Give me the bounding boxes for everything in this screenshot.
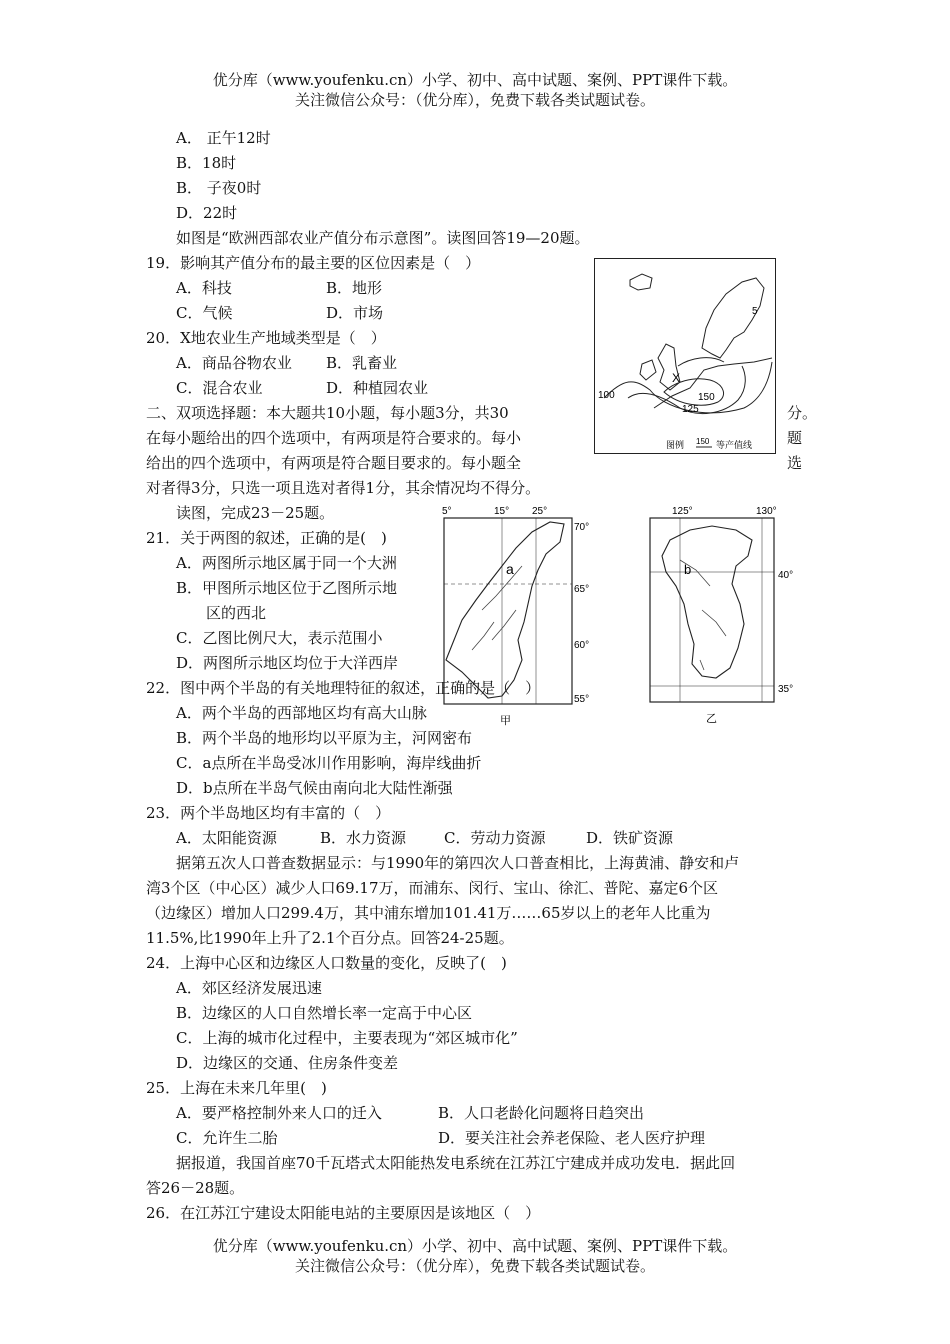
q23-option-a: A．太阳能资源 xyxy=(176,829,277,847)
q23-option-b: B．水力资源 xyxy=(320,829,407,847)
q25-option-c: C．允许生二胎 xyxy=(176,1129,278,1147)
section2-line1: 二、双项选择题：本大题共10小题，每小题3分，共30 xyxy=(146,404,509,422)
map-label-5: 5 xyxy=(752,306,758,317)
map-yi-point-b: b xyxy=(684,562,692,577)
q20-option-b: B．乳畜业 xyxy=(326,354,398,372)
footer-line-1: 优分库（www.youfenku.cn）小学、初中、高中试题、案例、PPT课件下载。 xyxy=(212,1237,738,1255)
map-label-150: 150 xyxy=(698,392,715,403)
svg-text:5°: 5° xyxy=(442,506,452,517)
q24-option-c: C．上海的城市化过程中，主要表现为“郊区城市化” xyxy=(176,1029,518,1047)
map-legend-value: 150 xyxy=(696,437,710,446)
map-jia-point-a: a xyxy=(506,561,514,577)
passage-24-25-line1: 据第五次人口普查数据显示：与1990年的第四次人口普查相比，上海黄浦、静安和卢 xyxy=(176,854,740,872)
passage-26-28-line2: 答26－28题。 xyxy=(146,1179,245,1197)
q20-option-d: D．种植园农业 xyxy=(326,379,429,397)
q21-stem: 21．关于两图的叙述，正确的是( ) xyxy=(146,529,387,547)
q18-option-b2: B． 子夜0时 xyxy=(176,179,262,197)
q26-stem: 26．在江苏江宁建设太阳能电站的主要原因是该地区（ ） xyxy=(146,1204,541,1222)
q20-option-c: C．混合农业 xyxy=(176,379,263,397)
q20-stem: 20．X地农业生产地域类型是（ ） xyxy=(146,329,386,347)
section2-line3: 给出的四个选项中，有两项是符合题目要求的。每小题全 xyxy=(146,454,522,472)
q23-option-c: C．劳动力资源 xyxy=(444,829,546,847)
q24-option-b: B．边缘区的人口自然增长率一定高于中心区 xyxy=(176,1004,473,1022)
svg-text:125°: 125° xyxy=(672,506,693,517)
q20-option-a: A．商品谷物农业 xyxy=(176,354,292,372)
q24-stem: 24．上海中心区和边缘区人口数量的变化，反映了( ) xyxy=(146,954,507,972)
svg-text:15°: 15° xyxy=(494,506,510,517)
map-label-100: 100 xyxy=(598,390,615,401)
header-line-1: 优分库（www.youfenku.cn）小学、初中、高中试题、案例、PPT课件下载。 xyxy=(212,71,738,89)
q19-option-b: B．地形 xyxy=(326,279,383,297)
q19-option-c: C．气候 xyxy=(176,304,233,322)
q25-option-b: B．人口老龄化问题将日趋突出 xyxy=(438,1104,645,1122)
map-jia-caption: 甲 xyxy=(500,715,511,727)
q22-option-d: D．b点所在半岛气候由南向北大陆性渐强 xyxy=(176,779,453,797)
passage-24-25-line3: （边缘区）增加人口299.4万，其中浦东增加101.41万……65岁以上的老年人比重为 xyxy=(146,904,711,922)
q19-option-d: D．市场 xyxy=(326,304,384,322)
q21-option-c: C．乙图比例尺大，表示范围小 xyxy=(176,629,383,647)
map-yi-caption: 乙 xyxy=(706,713,717,725)
svg-text:55°: 55° xyxy=(574,694,590,705)
q21-option-b-cont: 区的西北 xyxy=(206,604,267,622)
q23-option-d: D．铁矿资源 xyxy=(586,829,674,847)
svg-text:60°: 60° xyxy=(574,640,590,651)
section2-line1-right: 分。 xyxy=(787,404,818,422)
q25-option-a: A．要严格控制外来人口的迁入 xyxy=(176,1104,382,1122)
section2-line5: 读图，完成23－25题。 xyxy=(176,504,335,522)
q21-option-a: A．两图所示地区属于同一个大洲 xyxy=(176,554,397,572)
svg-text:35°: 35° xyxy=(778,684,794,695)
map-yi xyxy=(640,500,810,732)
passage-24-25-line4: 11.5%,比1990年上升了2.1个百分点。回答24-25题。 xyxy=(146,929,514,947)
q18-option-d: D．22时 xyxy=(176,204,238,222)
section2-line2-right: 题 xyxy=(787,429,803,447)
svg-text:70°: 70° xyxy=(574,522,590,533)
q22-stem: 22．图中两个半岛的有关地理特征的叙述，正确的是（ ） xyxy=(146,679,541,697)
svg-text:25°: 25° xyxy=(532,506,548,517)
footer-line-2: 关注微信公众号：（优分库），免费下载各类试题试卷。 xyxy=(294,1257,655,1275)
map-label-125: 125 xyxy=(682,404,699,415)
passage-26-28-line1: 据报道，我国首座70千瓦塔式太阳能热发电系统在江苏江宁建成并成功发电．据此回 xyxy=(176,1154,736,1172)
passage-24-25-line2: 湾3个区（中心区）减少人口69.17万，而浦东、闵行、宝山、徐汇、普陀、嘉定6个区 xyxy=(146,879,719,897)
section2-line4: 对者得3分，只选一项且选对者得1分，其余情况均不得分。 xyxy=(146,479,541,497)
svg-text:130°: 130° xyxy=(756,506,777,517)
q25-stem: 25．上海在未来几年里( ) xyxy=(146,1079,327,1097)
q18-option-a: A． 正午12时 xyxy=(176,129,271,147)
q22-option-a: A．两个半岛的西部地区均有高大山脉 xyxy=(176,704,427,722)
q19-stem: 19．影响其产值分布的最主要的区位因素是（ ） xyxy=(146,254,481,272)
svg-text:40°: 40° xyxy=(778,570,794,581)
header-line-2: 关注微信公众号：（优分库），免费下载各类试题试卷。 xyxy=(294,91,655,109)
q21-option-d: D．两图所示地区均位于大洋西岸 xyxy=(176,654,399,672)
q23-stem: 23．两个半岛地区均有丰富的（ ） xyxy=(146,804,391,822)
q22-option-c: C．a点所在半岛受冰川作用影响，海岸线曲折 xyxy=(176,754,482,772)
q22-option-b: B．两个半岛的地形均以平原为主，河网密布 xyxy=(176,729,473,747)
europe-agri-map xyxy=(594,258,776,454)
map-legend-text: 等产值线 xyxy=(716,440,753,450)
q18-option-b: B．18时 xyxy=(176,154,237,172)
section2-line2: 在每小题给出的四个选项中，有两项是符合要求的。每小 xyxy=(146,429,522,447)
q21-option-b: B．甲图所示地区位于乙图所示地 xyxy=(176,579,398,597)
q19-option-a: A．科技 xyxy=(176,279,232,297)
q24-option-a: A．郊区经济发展迅速 xyxy=(176,979,322,997)
map-legend-label: 图例 xyxy=(666,440,685,450)
q24-option-d: D．边缘区的交通、住房条件变差 xyxy=(176,1054,399,1072)
map-label-x: X xyxy=(672,371,681,385)
svg-text:65°: 65° xyxy=(574,584,590,595)
q25-option-d: D．要关注社会养老保险、老人医疗护理 xyxy=(438,1129,706,1147)
section2-line3-right: 选 xyxy=(787,454,803,472)
intro-19-20: 如图是“欧洲西部农业产值分布示意图”。读图回答19—20题。 xyxy=(176,229,590,247)
